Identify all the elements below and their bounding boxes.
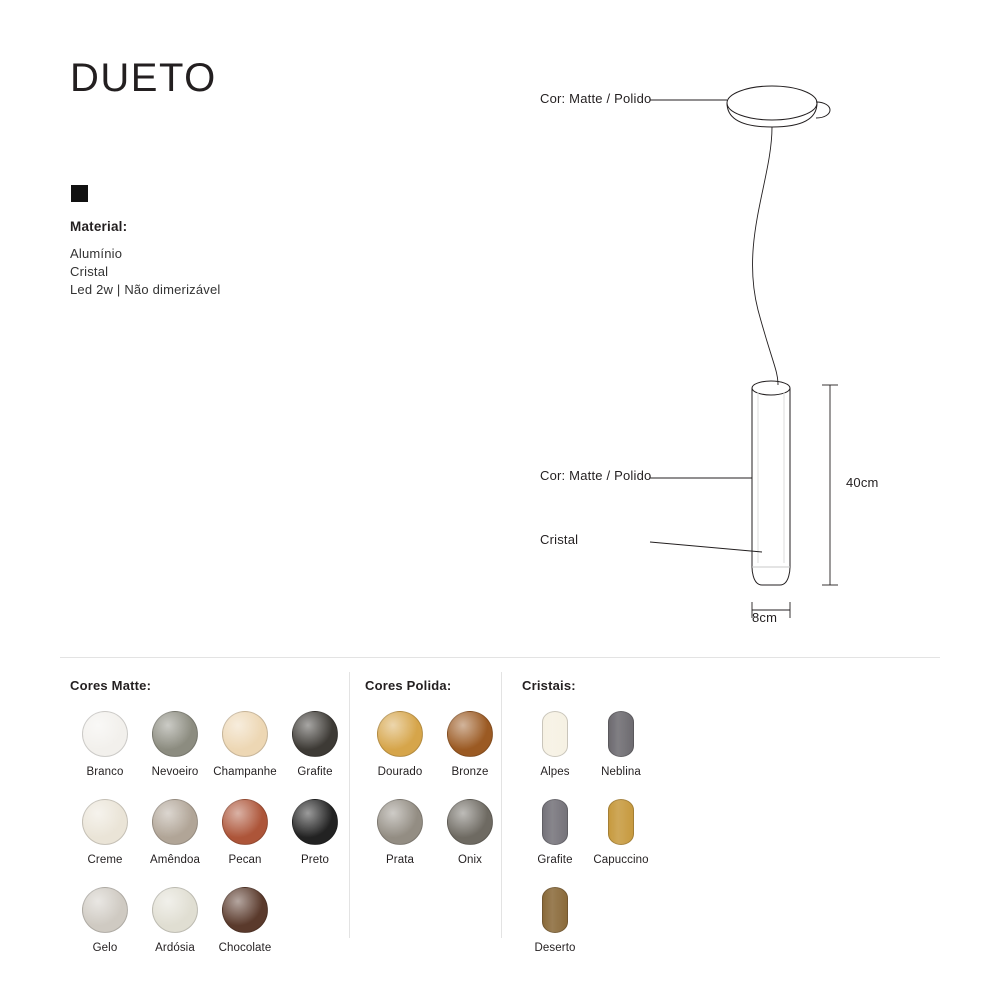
color-label: Champanhe xyxy=(213,766,277,778)
cristais-column xyxy=(522,678,702,975)
crystal-bottom xyxy=(752,567,790,585)
canopy-top-ellipse xyxy=(727,86,817,120)
crystal-capsule xyxy=(542,711,568,757)
suspension-cable xyxy=(753,127,778,385)
callout-body-finish: Cor: Matte / Polido xyxy=(540,468,652,483)
color-dot xyxy=(222,711,268,757)
color-dot xyxy=(447,711,493,757)
material-line: Cristal xyxy=(70,264,109,279)
color-swatch-item[interactable] xyxy=(70,887,140,954)
product-technical-drawing xyxy=(500,40,940,640)
callout-crystal: Cristal xyxy=(540,532,579,547)
color-label: Branco xyxy=(86,766,124,778)
color-swatch-item[interactable] xyxy=(365,799,435,866)
color-label: Preto xyxy=(301,854,329,866)
leader-line-crystal xyxy=(650,542,762,552)
color-swatch-item[interactable] xyxy=(140,799,210,866)
colors-matte-column xyxy=(70,678,350,975)
crystal-label: Capuccino xyxy=(593,854,649,866)
color-swatch-item[interactable] xyxy=(210,711,280,778)
drawing-svg xyxy=(500,40,940,640)
cristais-title: Cristais: xyxy=(522,678,576,693)
colors-polida-grid xyxy=(365,711,515,887)
cristais-grid xyxy=(522,711,702,975)
color-swatch-item[interactable] xyxy=(210,799,280,866)
crystal-swatch-item[interactable] xyxy=(522,711,588,778)
crystal-capsule xyxy=(608,799,634,845)
colors-matte-title: Cores Matte: xyxy=(70,678,152,693)
colors-polida-title: Cores Polida: xyxy=(365,678,452,693)
crystal-capsule xyxy=(608,711,634,757)
crystal-label: Alpes xyxy=(540,766,570,778)
color-dot xyxy=(152,711,198,757)
color-swatch-item[interactable] xyxy=(140,711,210,778)
dimension-width-label: 8cm xyxy=(752,610,778,625)
crystal-capsule xyxy=(542,887,568,933)
page-title: DUETO xyxy=(70,56,217,100)
color-dot xyxy=(377,799,423,845)
color-dot xyxy=(222,799,268,845)
color-swatch-item[interactable] xyxy=(210,887,280,954)
color-swatch-item[interactable] xyxy=(435,711,505,778)
color-dot xyxy=(152,887,198,933)
color-dot xyxy=(152,799,198,845)
color-dot xyxy=(222,887,268,933)
crystal-swatch-item[interactable] xyxy=(588,711,654,778)
color-label: Chocolate xyxy=(218,942,272,954)
color-swatch-item[interactable] xyxy=(70,799,140,866)
crystal-capsule xyxy=(542,799,568,845)
color-label: Onix xyxy=(457,854,483,866)
color-label: Bronze xyxy=(451,766,489,778)
crystal-swatch-item[interactable] xyxy=(522,887,588,954)
material-line: Led 2w | Não dimerizável xyxy=(70,282,221,297)
section-divider xyxy=(60,657,940,658)
dimension-height-label: 40cm xyxy=(846,475,879,490)
color-label: Nevoeiro xyxy=(151,766,199,778)
callout-canopy-finish: Cor: Matte / Polido xyxy=(540,91,652,106)
color-label: Gelo xyxy=(92,942,118,954)
color-label: Prata xyxy=(386,854,414,866)
color-label: Grafite xyxy=(297,766,333,778)
color-dot xyxy=(82,799,128,845)
color-swatch-item[interactable] xyxy=(140,887,210,954)
colors-matte-grid xyxy=(70,711,350,975)
color-swatch-item[interactable] xyxy=(280,711,350,778)
crystal-swatch-item[interactable] xyxy=(522,799,588,866)
color-swatch-item[interactable] xyxy=(435,799,505,866)
color-swatch-item[interactable] xyxy=(280,799,350,866)
color-label: Amêndoa xyxy=(150,854,200,866)
color-swatch-item[interactable] xyxy=(365,711,435,778)
material-label: Material: xyxy=(70,219,128,234)
color-dot xyxy=(292,711,338,757)
color-label: Pecan xyxy=(228,854,262,866)
color-marker-swatch xyxy=(71,185,88,202)
color-swatch-item[interactable] xyxy=(70,711,140,778)
crystal-label: Deserto xyxy=(534,942,576,954)
color-dot xyxy=(377,711,423,757)
canopy-nub xyxy=(816,102,830,118)
crystal-label: Grafite xyxy=(537,854,573,866)
color-label: Ardósia xyxy=(155,942,195,954)
color-dot xyxy=(292,799,338,845)
crystal-label: Neblina xyxy=(601,766,641,778)
colors-polida-column xyxy=(365,678,515,887)
material-line: Alumínio xyxy=(70,246,123,261)
crystal-swatch-item[interactable] xyxy=(588,799,654,866)
color-dot xyxy=(82,887,128,933)
color-label: Dourado xyxy=(377,766,423,778)
material-list xyxy=(70,245,221,299)
color-label: Creme xyxy=(87,854,123,866)
color-dot xyxy=(447,799,493,845)
color-dot xyxy=(82,711,128,757)
